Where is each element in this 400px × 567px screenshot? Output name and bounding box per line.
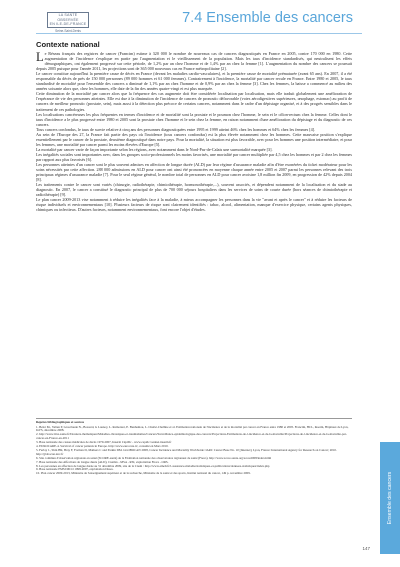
references (36, 421, 352, 476)
reference-item: 2. http://www.invs.sante.fr/Dossiers-thematiques/Maladies-chroniques-et-traumatismes/Cancers/Surveillance-epidemiologique-des-cancers/Projections-Estimations-de-l-incidence-et-de-la-mortalite/Projections-de-l-incidence-et-de-la-mortalite-par-cancer-en-France-en-2011 (36, 432, 347, 441)
paragraph (36, 51, 352, 71)
section-heading: Contexte national (36, 40, 100, 49)
paragraph: Les personnes atteintes d'un cancer sont le plus souvent admises en affection de longue durée (ALD) par leur régime d'assurance maladie afin d'être exonérées du ticket modérateur pour les soins nécessités par cette affection. 288 000 admissions en ALD pour cancer ont ainsi été prononcées en moyenne chaque année entre 2005 et 2007 parmi les personnes relevant des trois principaux régimes d'assurance maladie [7]. Pour le seul régime général, le nombre total de personnes en ALD pour cancer avoisine 1,8 million fin 2009, en progression de 42% depuis 2004 [8]. (36, 162, 352, 183)
logo (44, 12, 92, 42)
reference-item: 3. Base nationale des causes médicales de décès 1979-2007, Inserm CépiDc - www.cepidc.vesinet.inserm.fr (36, 440, 172, 445)
paragraph: Au sein de l'Europe des 27, la France fait partie des pays où l'incidence (tous cancers confondus) est la plus élevée notamment chez les hommes. Cette mauvaise position s'explique essentiellement par le cancer de la prostate, deuxième diagnostiqué dans notre pays. Pour la mortalité, la situation est plus favorable, avec pour les hommes une position intermédiaire, et pour les femmes, une mortalité par cancer parmi les moins élevées d'Europe [5]. (36, 131, 352, 147)
logo-box (47, 12, 89, 28)
reference-item: 9. Base nationale PMSI MCO 1998-2007, exploitation Drees. (36, 467, 114, 472)
paragraph: Les traitements contre le cancer sont variés (chirurgie, radiothérapie, chimiothérapie, hormonothérapie,...), souvent associés, et dépendent notamment de la localisation et du stade au diagnostic. En 2007, le cancer a constitué le diagnostic principal de plus de 700 000 séjours hospitaliers dans les services de soins de courte durée (hors séances de chimiothérapie et radiothérapie) [9]. (36, 182, 352, 198)
body-text (36, 51, 352, 213)
title-divider (36, 33, 362, 34)
reference-item: 1. Belot M., Velten P, Grosclaude N., Bossard, G Launoy, L. Remontet, E. Benhamou, L. Chérié-Challine et al. Estimation nationale de l'incidence et de la mortalité par cancer en France entre 1980 et 2005. Francim, HCL, Inserm, Hôpitaux de Lyon, InVS, décembre 2008. (36, 424, 349, 433)
paragraph: La mortalité par cancer varie de façon importante selon les régions, avec notamment dans le Nord-Pas-de-Calais une surmortalité marquée [3]. (36, 146, 273, 152)
reference-item: 10. Plan cancer 2009-2013, Ministère de l'enseignement supérieur et de la recherche, Ministère de la santé et des sports, Institut national du cancer, 149 p. novembre 2009. (36, 471, 251, 476)
side-tab-label: Ensemble des cancers (387, 471, 393, 525)
paragraph: Le cancer constitue aujourd'hui la première cause de décès en France (devant les maladies cardio-vasculaires), et la première cause de mortalité prématurée (avant 65 ans). En 2007, il a été responsable du décès de près de 150 000 personnes (89 000 hommes et 61 000 femmes). Contrairement à l'incidence, la mortalité par cancer recule en France. Entre 1980 et 2005, le taux standardisé de mortalité pour l'ensemble des cancers a diminué de 1,1% par an chez l'homme et de 0,9% par an chez la femme [3]. Chez les femmes, la baisse a commencé au milieu des années soixante alors que, chez les hommes, elle date de la fin des années quatre-vingt et est plus marquée. (36, 71, 352, 92)
page-title: 7.4 Ensemble des cancers (182, 10, 353, 26)
references-divider (36, 418, 352, 419)
paragraph: Le plan cancer 2009-2013 vise notamment à réduire les inégalités face à la maladie, à mieux accompagner les personnes dans la vie "avant et après le cancer" et à réduire les facteurs de risque individuels et environnementaux [10]. Plusieurs facteurs de risque sont clairement identifiés : tabac, alcool, alimentation, manque d'exercice physique, certains agents physiques, chimiques ou infectieux. D'autres facteurs, notamment environnementaux, font encore l'objet d'études. (36, 197, 352, 213)
reference-item: 5. Ferlay J., Shin HR, Bray F, Forman D, Mathers C and Parkin DM. GLOBOCAN 2008, Cancer Incidence and Mortality Worldwide: IARC Cancer Base No. 10 [Internet]. Lyon, France: International Agency for Research on Cancer; 2010. http://globocan.iarc.fr (36, 447, 337, 456)
paragraph: Les localisations cancéreuses les plus fréquentes en termes d'incidence et de mortalité sont la prostate et le poumon chez l'homme, le sein et le côlon-rectum chez la femme. Celles dont le taux d'incidence a le plus progressé entre 1980 et 2005 sont la prostate chez l'homme et le sein chez la femme, en raison notamment d'une amélioration du dépistage et du diagnostic de ces cancers. (36, 111, 352, 127)
section-side-tab (380, 442, 400, 554)
references-title: Repères bibliographiques et sources (36, 420, 85, 424)
paragraph-text: e Réseau français des registres de cancer (Francim) estime à 320 000 le nombre de nouveaux cas de cancers diagnostiqués en France en 2005, contre 170 000 en 1980. Cette augmentation de l'incidence s'explique en partie par l'augmentation et le vieillissement de la population. Mais les taux d'incidence standardisés, qui neutralisent les effets démographiques, ont également progressé sur cette période, de 1,2% par an chez l'homme et de 1,4% par an chez la femme [1]. L'augmentation du nombre des cancers se poursuit depuis 2005 puisque pour l'année 2011, les projections sont de 365 000 nouveaux cas en France métropolitaine [2]. (36, 51, 352, 72)
paragraph: Tous cancers confondus, le taux de survie relative à cinq ans des personnes diagnostiquées entre 1995 et 1999 atteint 46% chez les hommes et 64% chez les femmes [4]. (36, 126, 316, 132)
reference-item: 8. Les personnes en affection de longue durée au 31 décembre 2009, site de la Cnam : http://www.ameli.fr/l-assurance-maladie/statistiques-et-publications/donnees-statistiques/index.php (36, 463, 270, 468)
drop-cap: L (36, 49, 44, 64)
page-number: 147 (362, 546, 370, 551)
logo-line-2: EN ILE-DE-FRANCE (49, 22, 87, 27)
paragraph: Les inégalités sociales sont importantes avec, dans les groupes socio-professionnels les moins favorisés, une mortalité par cancer multipliée par 4,5 chez les hommes et par 2 chez les femmes par rapport aux plus favorisés [6]. (36, 151, 352, 162)
logo-subtitle: Seine-Saint-Denis (55, 29, 81, 33)
logo-line-1: LA SANTÉ OBSERVÉE (57, 13, 79, 22)
reference-item: 7. Base nationale des Affections de longue durée (ALD), Cnamts - MSA - RSI, exploitation Fnors - ORS. (36, 459, 169, 464)
reference-item: 4. EUROCARE-4. Survival of cancer patients in Europe. http://www.eurocare.it/, consulté en Mars 2010. (36, 444, 169, 449)
paragraph: Cette diminution de la mortalité par cancer alors que la fréquence des cas augmente doit être considérée localisation par localisation, mais elle traduit globalement une amélioration de l'espérance de vie des personnes atteintes. Elle est due à la diminution de l'incidence de cancers de pronostic défavorable (voies aérodigestives supérieures, œsophage, estomac) au profit de cancers de meilleur pronostic (prostate, sein), mais aussi à la détection plus précoce de certains cancers, notamment dans le cadre d'un dépistage organisé, et à des progrès sensibles dans le traitement de ces pathologies. (36, 91, 352, 112)
reference-item: 6. Site commun d'observation régionale en santé (SCORE-santé) de la Fédération nationale des observatoires régionaux de santé (Fnors). http://www.score-sante.org/score2008/index.html (36, 455, 272, 460)
